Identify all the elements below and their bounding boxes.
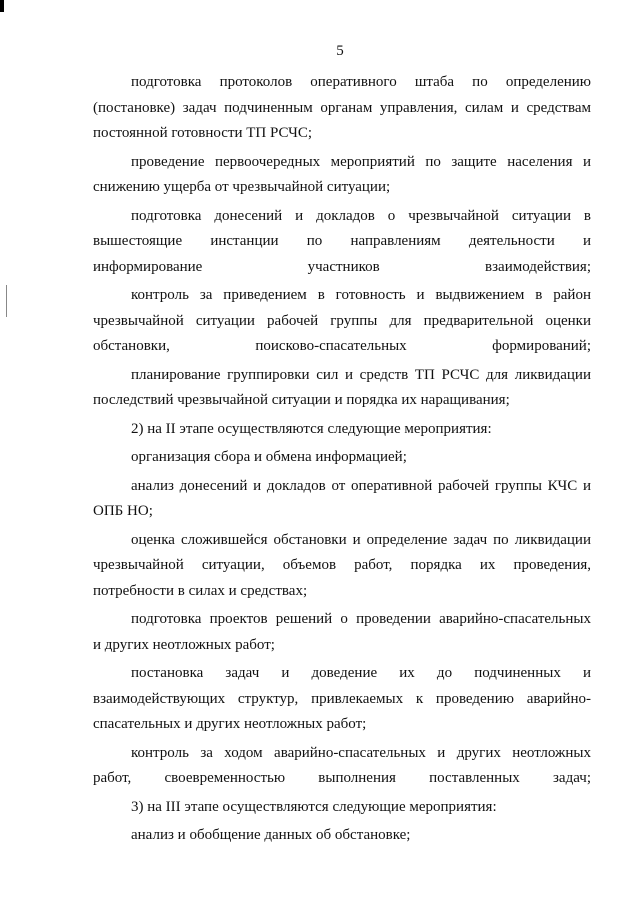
paragraph-line: 3) на III этапе осуществляются следующие мероприятия: xyxy=(131,798,497,815)
paragraph-line: анализ донесений и докладов от оперативной рабочей группы КЧС и xyxy=(131,477,591,494)
paragraph xyxy=(93,474,591,525)
paragraph-line: проведение первоочередных мероприятий по защите населения и xyxy=(131,153,591,170)
paragraph xyxy=(93,741,591,792)
paragraph-line: последствий чрезвычайной ситуации и порядка их наращивания; xyxy=(93,392,510,408)
paragraph-line: спасательных и других неотложных работ; xyxy=(93,716,367,732)
paragraph-line: вышестоящие инстанции по направлениям деятельности и xyxy=(93,233,591,249)
paragraph-line: подготовка протоколов оперативного штаба по определению xyxy=(131,74,591,90)
paragraph xyxy=(93,823,591,849)
paragraph xyxy=(93,661,591,738)
paragraph-line: подготовка проектов решений о проведении аварийно-спасательных xyxy=(131,611,591,627)
paragraph-line: взаимодействующих структур, привлекаемых к проведению аварийно- xyxy=(93,690,591,707)
paragraph xyxy=(93,70,591,147)
paragraph-line: контроль за ходом аварийно-спасательных и других неотложных xyxy=(131,744,591,761)
paragraph-line: (постановке) задач подчиненным органам управления, силам и средствам xyxy=(93,99,591,116)
paragraph-line: анализ и обобщение данных об обстановке; xyxy=(131,827,411,843)
paragraph-line: и других неотложных работ; xyxy=(93,636,275,653)
paragraph xyxy=(93,445,591,471)
page-number: 5 xyxy=(336,43,344,59)
paragraph xyxy=(93,150,591,201)
paragraph-line: ОПБ НО; xyxy=(93,503,153,519)
paragraph xyxy=(93,363,591,414)
scan-margin-mark xyxy=(6,285,7,317)
paragraph xyxy=(93,528,591,605)
paragraph-line: информирование участников взаимодействия; xyxy=(93,258,591,275)
paragraph-line: постановка задач и доведение их до подчиненных и xyxy=(131,665,591,681)
paragraph-line: планирование группировки сил и средств ТП РСЧС для ликвидации xyxy=(131,366,591,383)
paragraph-line: постоянной готовности ТП РСЧС; xyxy=(93,125,313,141)
paragraph-line: оценка сложившейся обстановки и определение задач по ликвидации xyxy=(131,531,591,548)
paragraph-line: работ, своевременностью выполнения поставленных задач; xyxy=(93,770,591,786)
paragraph-line: потребности в силах и средствах; xyxy=(93,582,308,599)
paragraph xyxy=(93,795,591,821)
paragraph-line: чрезвычайной ситуации рабочей группы для предварительной оценки xyxy=(93,312,591,329)
paragraph-line: подготовка донесений и докладов о чрезвычайной ситуации в xyxy=(131,207,591,224)
paragraph xyxy=(93,204,591,281)
document-body xyxy=(93,70,591,852)
paragraph-line: контроль за приведением в готовность и выдвижением в район xyxy=(131,287,591,303)
paragraph-line: снижению ущерба от чрезвычайной ситуации; xyxy=(93,179,391,195)
paragraph-line: 2) на II этапе осуществляются следующие мероприятия: xyxy=(131,420,492,437)
paragraph xyxy=(93,283,591,360)
paragraph-line: обстановки, поисково-спасательных формирований; xyxy=(93,338,591,354)
scan-corner-mark xyxy=(0,0,4,12)
paragraph-line: организация сбора и обмена информацией; xyxy=(131,449,407,465)
paragraph xyxy=(93,607,591,658)
paragraph-line: чрезвычайной ситуации, объемов работ, порядка их проведения, xyxy=(93,557,591,573)
paragraph xyxy=(93,417,591,443)
